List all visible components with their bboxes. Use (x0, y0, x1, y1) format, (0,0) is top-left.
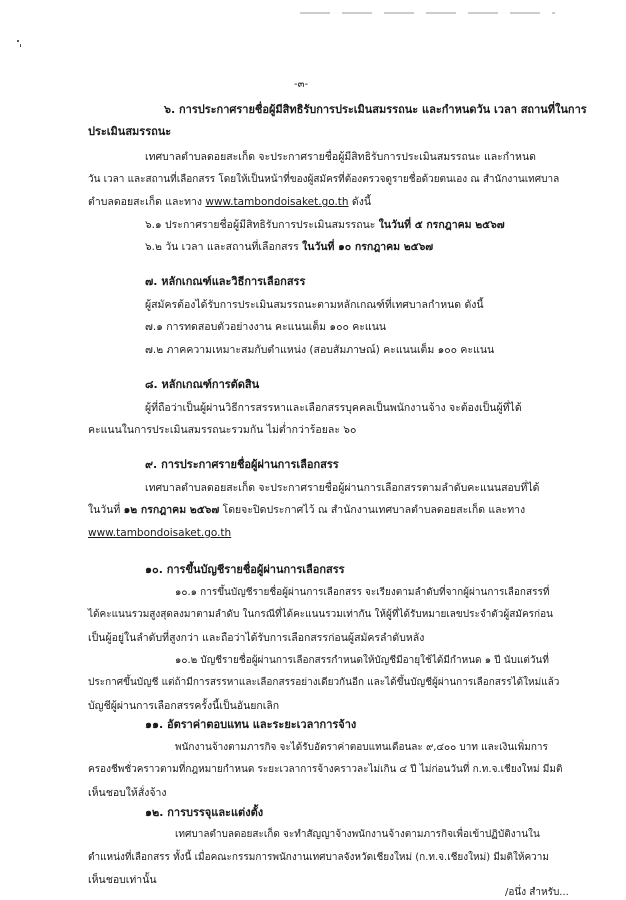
section-11-body-line1: พนักงานจ้างตามภารกิจ จะได้รับอัตราค่าตอบแทนเดือนละ ๙,๔๐๐ บาท และเงินเพิ่มการ (175, 742, 548, 753)
section-9-heading: ๙. การประกาศรายชื่อผู้ผ่านการเลือกสรร (145, 458, 339, 471)
item-date: ในวันที่ ๑๐ กรกฎาคม ๒๕๖๗ (302, 241, 434, 253)
item-date: ในวันที่ ๕ กรกฎาคม ๒๕๖๗ (378, 219, 505, 231)
section-11-heading: ๑๑. อัตราค่าตอบแทน และระยะเวลาการจ้าง (145, 718, 357, 731)
section-10-p1-line3: เป็นผู้อยู่ในลำดับที่สูงกว่า และถือว่าได้รับการเลือกสรรก่อนผู้สมัครลำดับหลัง (88, 632, 425, 644)
page-number: -๓- (294, 79, 309, 90)
website-link[interactable]: www.tambondoisaket.go.th (205, 196, 349, 208)
section-6-item-1 (145, 218, 505, 232)
section-6-body-line1: เทศบาลตำบลดอยสะเก็ด จะประกาศรายชื่อผู้มีสิทธิรับการประเมินสมรรถนะ และกำหนด (145, 151, 536, 163)
announce-date: ๑๒ กรกฎาคม ๒๕๖๗ (123, 504, 220, 516)
section-7-heading: ๗. หลักเกณฑ์และวิธีการเลือกสรร (145, 275, 306, 288)
section-9-body-line3 (88, 526, 231, 540)
section-10-p2-line3: บัญชีผู้ผ่านการเลือกสรรครั้งนี้เป็นอันยกเลิก (88, 700, 280, 712)
section-7-item-1: ๗.๑ การทดสอบตัวอย่างงาน คะแนนเต็ม ๑๐๐ คะแนน (145, 321, 387, 333)
section-10-p2-line2: ประกาศขึ้นบัญชี แต่ถ้ามีการสรรหาและเลือกสรรอย่างเดียวกันอีก และได้ขึ้นบัญชีผู้ผ่านการเลือกสรรได้ใหม่แล้ว (88, 677, 560, 688)
section-6-heading-line1: ๖. การประกาศรายชื่อผู้มีสิทธิรับการประเมินสมรรถนะ และกำหนดวัน เวลา สถานที่ในการ (164, 103, 587, 116)
section-9-body-line2 (88, 503, 525, 517)
section-6-heading-line2: ประเมินสมรรถนะ (88, 125, 172, 138)
body-text: ตำบลดอยสะเก็ด และทาง (88, 196, 206, 208)
section-7-item-2: ๗.๒ ภาคความเหมาะสมกับตำแหน่ง (สอบสัมภาษณ์) คะแนนเต็ม ๑๐๐ คะแนน (145, 344, 495, 356)
item-text: ๖.๑ ประกาศรายชื่อผู้มีสิทธิรับการประเมินสมรรถนะ (145, 219, 379, 231)
scan-speck (17, 40, 19, 42)
section-12-body-line1: เทศบาลตำบลดอยสะเก็ด จะทำสัญญาจ้างพนักงานจ้างตามภารกิจเพื่อเข้าปฏิบัติงานใน (175, 829, 540, 840)
body-text: ดังนี้ (348, 196, 372, 208)
scan-artifact-top (300, 0, 560, 3)
section-10-p1-line2: ได้คะแนนรวมสูงสุดลงมาตามลำดับ ในกรณีที่ได้คะแนนรวมเท่ากัน ให้ผู้ที่ได้รับหมายเลขประจำตัวผู้สมัครก่อน (88, 609, 553, 620)
body-text: ในวันที่ (88, 504, 124, 516)
section-12-heading: ๑๒. การบรรจุและแต่งตั้ง (145, 806, 264, 819)
section-7-body: ผู้สมัครต้องได้รับการประเมินสมรรถนะตามหลักเกณฑ์ที่เทศบาลกำหนด ดังนี้ (145, 299, 484, 311)
section-8-body-line1: ผู้ที่ถือว่าเป็นผู้ผ่านวิธีการสรรหาและเลือกสรรบุคคลเป็นพนักงานจ้าง จะต้องเป็นผู้ที่ได้ (145, 402, 522, 414)
body-text: โดยจะปิดประกาศไว้ ณ สำนักงานเทศบาลตำบลดอยสะเก็ด และทาง (219, 504, 526, 516)
section-12-body-line2: ตำแหน่งที่เลือกสรร ทั้งนี้ เมื่อคณะกรรมการพนักงานเทศบาลจังหวัดเชียงใหม่ (ก.ท.จ.เชียงใหม่) มีมติให้ความ (88, 852, 549, 863)
section-10-p1-line1: ๑๐.๑ การขึ้นบัญชีรายชื่อผู้ผ่านการเลือกสรร จะเรียงตามลำดับที่จากผู้ผ่านการเลือกสรรที่ (175, 587, 550, 598)
section-6-body-line3 (88, 195, 371, 209)
website-link[interactable]: www.tambondoisaket.go.th (88, 527, 232, 539)
section-12-body-line3: เห็นชอบเท่านั้น (88, 874, 157, 886)
continuation-note: /อนึ่ง สำหรับ... (505, 887, 569, 898)
section-11-body-line2: ครองชีพชั่วคราวตามที่กฎหมายกำหนด ระยะเวลาการจ้างคราวละไม่เกิน ๔ ปี ไม่ก่อนวันที่ ก.ท.จ.เชียงใหม่ มีมติ (88, 764, 563, 775)
section-8-body-line2: คะแนนในการประเมินสมรรถนะรวมกัน ไม่ต่ำกว่าร้อยละ ๖๐ (88, 424, 357, 436)
section-10-p2-line1: ๑๐.๒ บัญชีรายชื่อผู้ผ่านการเลือกสรรกำหนดให้บัญชีมีอายุใช้ได้มีกำหนด ๑ ปี นับแต่วันที่ (175, 655, 549, 666)
section-8-heading: ๘. หลักเกณฑ์การตัดสิน (145, 378, 260, 391)
scan-speck (20, 44, 21, 47)
section-11-body-line3: เห็นชอบให้สั่งจ้าง (88, 787, 167, 799)
section-6-body-line2: วัน เวลา และสถานที่เลือกสรร โดยให้เป็นหน้าที่ของผู้สมัครที่ต้องตรวจดูรายชื่อด้วยตนเอง ณ สำนักงานเทศบาล (88, 174, 560, 185)
section-10-heading: ๑๐. การขึ้นบัญชีรายชื่อผู้ผ่านการเลือกสรร (145, 563, 345, 576)
item-text: ๖.๒ วัน เวลา และสถานที่เลือกสรร (145, 241, 303, 253)
section-6-item-2 (145, 240, 433, 254)
section-9-body-line1: เทศบาลตำบลดอยสะเก็ด จะประกาศรายชื่อผู้ผ่านการเลือกสรรตามลำดับคะแนนสอบที่ได้ (145, 482, 540, 494)
